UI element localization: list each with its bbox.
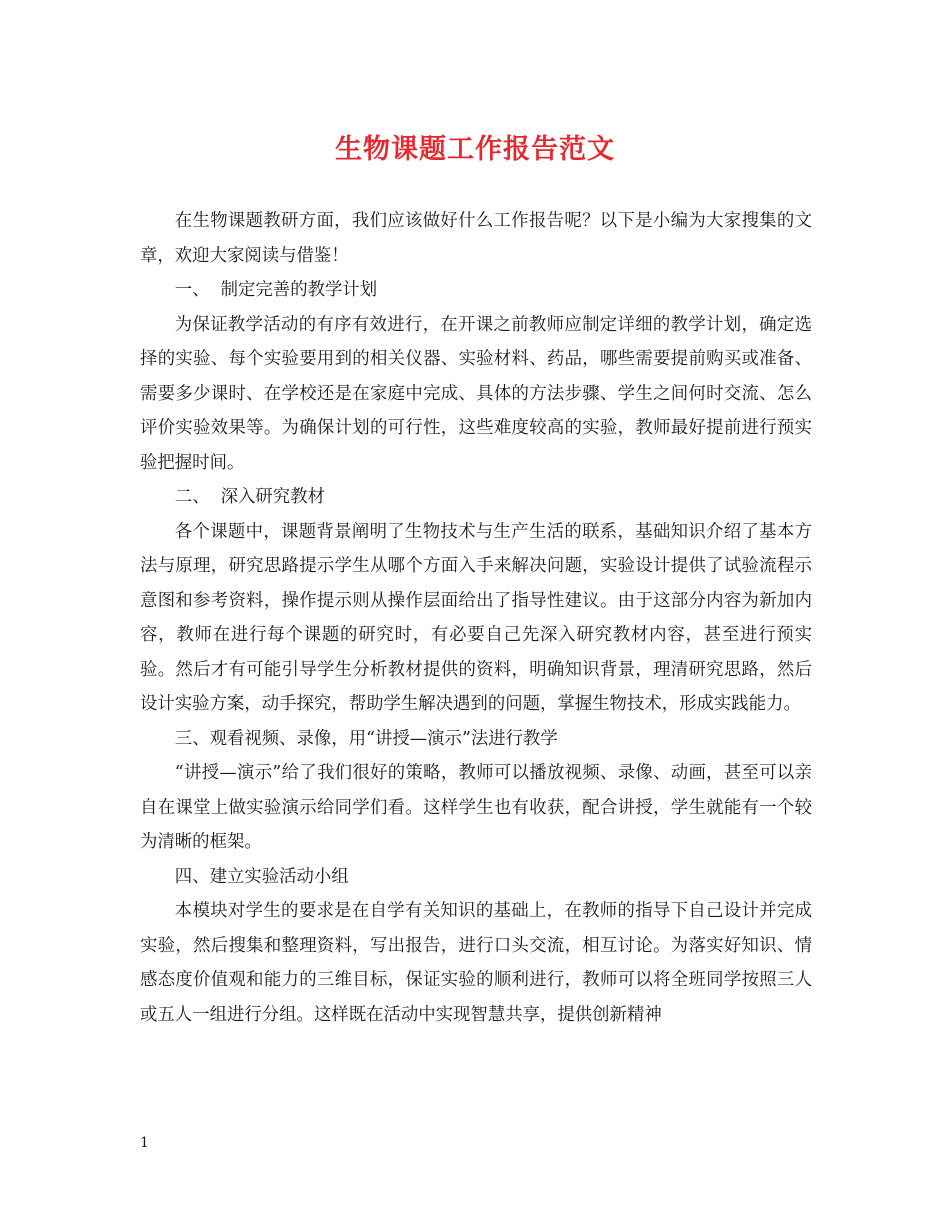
section-heading-3: 三、观看视频、录像，用“讲授—演示”法进行教学 [174, 728, 558, 749]
page-number: 1 [140, 1135, 149, 1151]
section-paragraph-2: 各个课题中，课题背景阐明了生物技术与生产生活的联系，基础知识介绍了基本方法与原理，研究思路提示学生从哪个方面入手来解决问题，实验设计提供了试验流程示意图和参考资料，操作提示则从操作层面给出了指导性建议。由于这部分内容为新加内容，教师在进行每个课题的研究时，有必要自己先深入研究教材内容，甚至进行预实验。然后才有可能引导学生分析教材提供的资料，明确知识背景，理清研究思路，然后设计实验方案，动手探究，帮助学生解决遇到的问题，掌握生物技术，形成实践能力。 [140, 521, 812, 714]
document-title: 生物课题工作报告范文 [335, 134, 615, 165]
section-heading-4: 四、建立实验活动小组 [174, 866, 349, 887]
section-heading-1: 一、 制定完善的教学计划 [174, 280, 378, 300]
document-body [140, 204, 812, 1032]
section-paragraph-3: “讲授—演示”给了我们很好的策略，教师可以播放视频、录像、动画，甚至可以亲自在课堂上做实验演示给同学们看。这样学生也有收获，配合讲授，学生就能有一个较为清晰的框架。 [140, 763, 812, 852]
intro-paragraph: 在生物课题教研方面，我们应该做好什么工作报告呢？以下是小编为大家搜集的文章，欢迎大家阅读与借鉴！ [140, 211, 812, 266]
section-paragraph-1: 为保证教学活动的有序有效进行，在开课之前教师应制定详细的教学计划，确定选择的实验、每个实验要用到的相关仪器、实验材料、药品，哪些需要提前购买或准备、需要多少课时、在学校还是在家庭中完成、具体的方法步骤、学生之间何时交流、怎么评价实验效果等。为确保计划的可行性，这些难度较高的实验，教师最好提前进行预实验把握时间。 [140, 314, 812, 473]
section-heading-2: 二、 深入研究教材 [174, 487, 325, 507]
section-paragraph-4: 本模块对学生的要求是在自学有关知识的基础上，在教师的指导下自己设计并完成实验，然后搜集和整理资料，写出报告，进行口头交流，相互讨论。为落实好知识、情感态度价值观和能力的三维目标，保证实验的顺利进行，教师可以将全班同学按照三人或五人一组进行分组。这样既在活动中实现智慧共享，提供创新精神 [140, 901, 812, 1025]
